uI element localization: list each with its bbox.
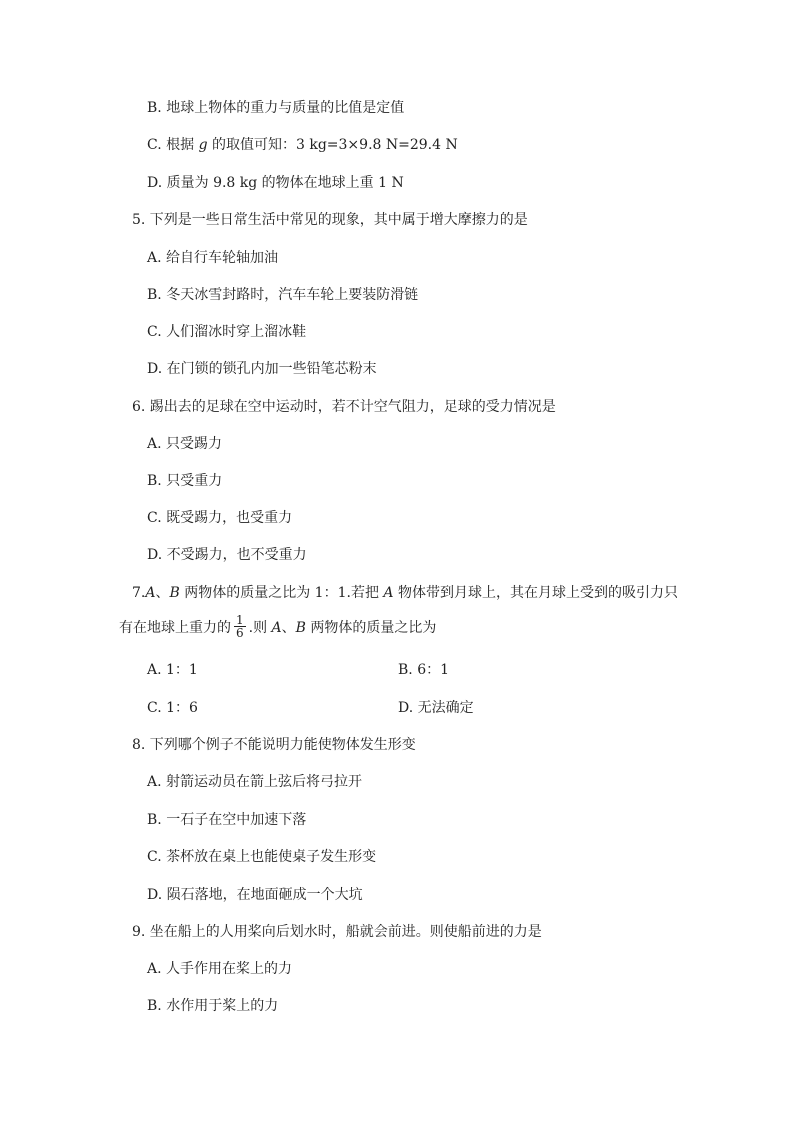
q7-option-b: B. 6：1 bbox=[398, 662, 450, 678]
q7-fraction-numerator: 1 bbox=[236, 612, 244, 627]
q7-sep2: 、 bbox=[281, 620, 296, 636]
q5-stem: 5. 下列是一些日常生活中常见的现象，其中属于增大摩擦力的是 bbox=[132, 212, 528, 228]
q7-var-b2: B bbox=[295, 620, 306, 636]
q7-stem-text2: 物体带到月球上，其在月球上受到的吸引力只 bbox=[393, 585, 678, 601]
q8-stem: 8. 下列哪个例子不能说明力能使物体发生形变 bbox=[132, 737, 416, 753]
q7-sep: 、 bbox=[155, 585, 170, 601]
q7-var-a2: A bbox=[383, 585, 394, 601]
q5-option-b: B. 冬天冰雪封路时，汽车车轮上要装防滑链 bbox=[147, 287, 419, 303]
q5-option-c: C. 人们溜冰时穿上溜冰鞋 bbox=[147, 324, 307, 340]
q7-var-a3: A bbox=[271, 620, 282, 636]
q9-option-a: A. 人手作用在桨上的力 bbox=[147, 961, 293, 977]
q6-option-c: C. 既受踢力，也受重力 bbox=[147, 510, 293, 526]
q7-fraction-denominator: 6 bbox=[236, 625, 244, 640]
q8-option-a: A. 射箭运动员在箭上弦后将弓拉开 bbox=[147, 774, 363, 790]
q8-option-d: D. 陨石落地，在地面砸成一个大坑 bbox=[147, 887, 363, 903]
q4-option-c-post: 的取值可知：3 kg=3×9.8 N=29.4 N bbox=[207, 137, 458, 153]
q7-var-a: A bbox=[145, 585, 156, 601]
q4-option-c-var: g bbox=[198, 137, 208, 153]
q7-fraction bbox=[234, 614, 246, 639]
q7-stem-line2 bbox=[119, 614, 436, 642]
q7-var-b: B bbox=[169, 585, 180, 601]
q6-option-d: D. 不受踢力，也不受重力 bbox=[147, 547, 307, 563]
q4-option-c bbox=[147, 135, 458, 155]
q7-option-d: D. 无法确定 bbox=[398, 700, 474, 716]
q4-option-c-pre: C. 根据 bbox=[147, 137, 199, 153]
q6-option-b: B. 只受重力 bbox=[147, 473, 223, 489]
q7-line2-mid: .则 bbox=[248, 620, 272, 636]
q6-option-a: A. 只受踢力 bbox=[147, 436, 223, 452]
q7-line2-post: 两物体的质量之比为 bbox=[305, 620, 437, 636]
q4-option-b: B. 地球上物体的重力与质量的比值是定值 bbox=[147, 100, 405, 116]
q9-stem: 9. 坐在船上的人用桨向后划水时，船就会前进。则使船前进的力是 bbox=[132, 924, 542, 940]
q7-option-a: A. 1：1 bbox=[147, 662, 198, 678]
q7-stem-text1: 两物体的质量之比为 1：1.若把 bbox=[179, 585, 384, 601]
q5-option-d: D. 在门锁的锁孔内加一些铅笔芯粉末 bbox=[147, 361, 377, 377]
q8-option-b: B. 一石子在空中加速下落 bbox=[147, 812, 307, 828]
q7-option-c: C. 1：6 bbox=[147, 700, 198, 716]
q4-option-d: D. 质量为 9.8 kg 的物体在地球上重 1 N bbox=[147, 175, 404, 191]
q7-line2-pre: 有在地球上重力的 bbox=[119, 620, 231, 636]
q5-option-a: A. 给自行车轮轴加油 bbox=[147, 250, 279, 266]
q8-option-c: C. 茶杯放在桌上也能使桌子发生形变 bbox=[147, 849, 377, 865]
q7-stem-line1 bbox=[132, 583, 678, 603]
q7-number: 7. bbox=[132, 585, 146, 601]
q9-option-b: B. 水作用于桨上的力 bbox=[147, 998, 279, 1014]
q6-stem: 6. 踢出去的足球在空中运动时，若不计空气阻力，足球的受力情况是 bbox=[132, 399, 556, 415]
